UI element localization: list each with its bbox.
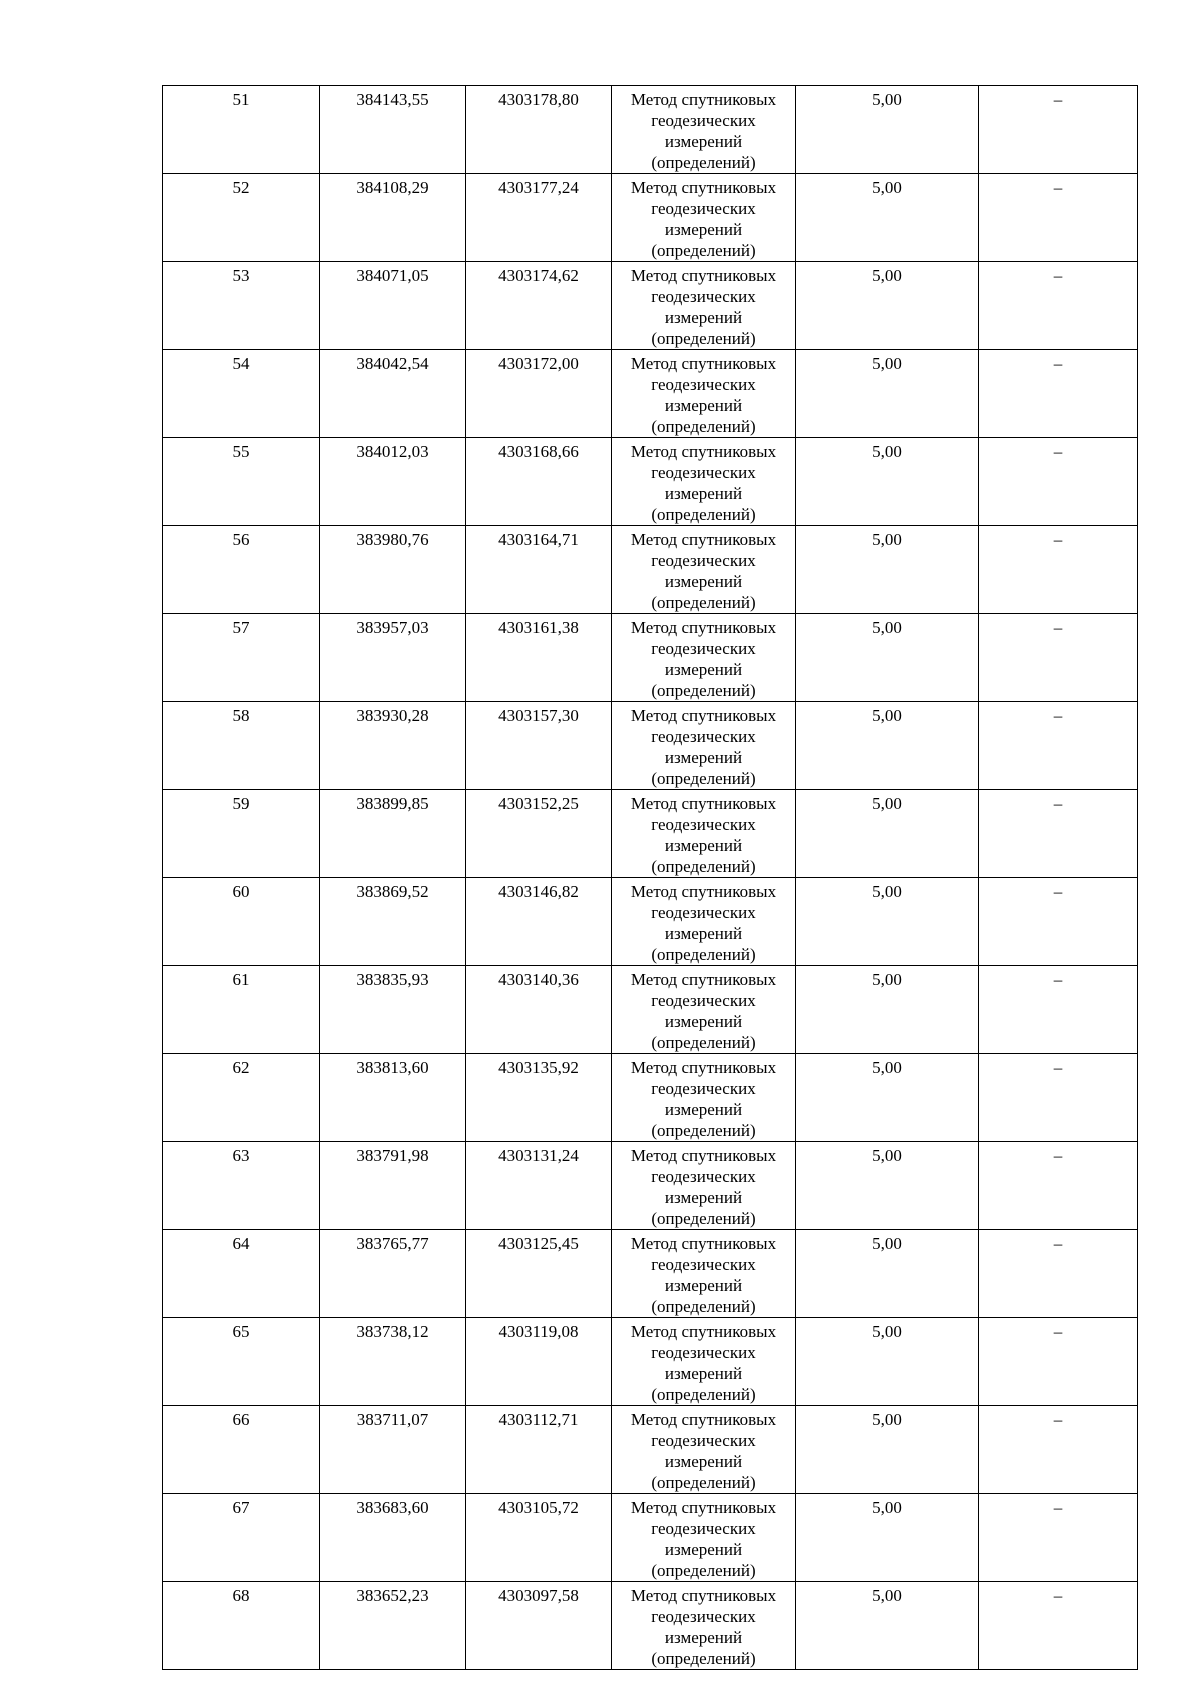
note-cell: –: [979, 1406, 1138, 1494]
note-cell: –: [979, 1494, 1138, 1582]
note-cell: –: [979, 702, 1138, 790]
table-row: [163, 1054, 1138, 1142]
y-coordinate-cell: 4303177,24: [466, 174, 612, 262]
point-number-cell: 62: [163, 1054, 320, 1142]
note-cell: –: [979, 438, 1138, 526]
table-row: [163, 1406, 1138, 1494]
point-number-cell: 68: [163, 1582, 320, 1670]
x-coordinate-cell: 383765,77: [320, 1230, 466, 1318]
method-cell: Метод спутниковых геодезических измерений (определений): [612, 790, 796, 878]
y-coordinate-cell: 4303097,58: [466, 1582, 612, 1670]
method-cell: Метод спутниковых геодезических измерений (определений): [612, 86, 796, 174]
note-cell: –: [979, 1582, 1138, 1670]
x-coordinate-cell: 383813,60: [320, 1054, 466, 1142]
point-number-cell: 61: [163, 966, 320, 1054]
table-row: [163, 262, 1138, 350]
point-number-cell: 56: [163, 526, 320, 614]
coordinates-table-body: [163, 86, 1138, 1670]
accuracy-cell: 5,00: [796, 174, 979, 262]
note-cell: –: [979, 1142, 1138, 1230]
note-cell: –: [979, 1230, 1138, 1318]
y-coordinate-cell: 4303105,72: [466, 1494, 612, 1582]
y-coordinate-cell: 4303178,80: [466, 86, 612, 174]
x-coordinate-cell: 383899,85: [320, 790, 466, 878]
point-number-cell: 67: [163, 1494, 320, 1582]
point-number-cell: 58: [163, 702, 320, 790]
table-row: [163, 790, 1138, 878]
x-coordinate-cell: 383791,98: [320, 1142, 466, 1230]
accuracy-cell: 5,00: [796, 86, 979, 174]
note-cell: –: [979, 262, 1138, 350]
point-number-cell: 57: [163, 614, 320, 702]
table-row: [163, 1142, 1138, 1230]
method-cell: Метод спутниковых геодезических измерений (определений): [612, 1494, 796, 1582]
point-number-cell: 65: [163, 1318, 320, 1406]
x-coordinate-cell: 383957,03: [320, 614, 466, 702]
y-coordinate-cell: 4303146,82: [466, 878, 612, 966]
x-coordinate-cell: 384143,55: [320, 86, 466, 174]
y-coordinate-cell: 4303157,30: [466, 702, 612, 790]
accuracy-cell: 5,00: [796, 1582, 979, 1670]
y-coordinate-cell: 4303135,92: [466, 1054, 612, 1142]
point-number-cell: 64: [163, 1230, 320, 1318]
x-coordinate-cell: 383869,52: [320, 878, 466, 966]
point-number-cell: 53: [163, 262, 320, 350]
y-coordinate-cell: 4303140,36: [466, 966, 612, 1054]
note-cell: –: [979, 878, 1138, 966]
accuracy-cell: 5,00: [796, 790, 979, 878]
method-cell: Метод спутниковых геодезических измерений (определений): [612, 438, 796, 526]
y-coordinate-cell: 4303119,08: [466, 1318, 612, 1406]
table-row: [163, 1318, 1138, 1406]
note-cell: –: [979, 1318, 1138, 1406]
point-number-cell: 54: [163, 350, 320, 438]
note-cell: –: [979, 86, 1138, 174]
y-coordinate-cell: 4303164,71: [466, 526, 612, 614]
x-coordinate-cell: 383652,23: [320, 1582, 466, 1670]
accuracy-cell: 5,00: [796, 702, 979, 790]
note-cell: –: [979, 526, 1138, 614]
accuracy-cell: 5,00: [796, 614, 979, 702]
accuracy-cell: 5,00: [796, 1230, 979, 1318]
method-cell: Метод спутниковых геодезических измерений (определений): [612, 1230, 796, 1318]
table-row: [163, 1494, 1138, 1582]
table-row: [163, 966, 1138, 1054]
x-coordinate-cell: 384108,29: [320, 174, 466, 262]
method-cell: Метод спутниковых геодезических измерений (определений): [612, 350, 796, 438]
accuracy-cell: 5,00: [796, 350, 979, 438]
method-cell: Метод спутниковых геодезических измерений (определений): [612, 1054, 796, 1142]
accuracy-cell: 5,00: [796, 1318, 979, 1406]
point-number-cell: 55: [163, 438, 320, 526]
x-coordinate-cell: 383738,12: [320, 1318, 466, 1406]
note-cell: –: [979, 966, 1138, 1054]
table-row: [163, 174, 1138, 262]
point-number-cell: 60: [163, 878, 320, 966]
point-number-cell: 63: [163, 1142, 320, 1230]
x-coordinate-cell: 383930,28: [320, 702, 466, 790]
table-row: [163, 438, 1138, 526]
point-number-cell: 52: [163, 174, 320, 262]
point-number-cell: 66: [163, 1406, 320, 1494]
method-cell: Метод спутниковых геодезических измерений (определений): [612, 966, 796, 1054]
coordinates-table: [162, 85, 1138, 1670]
method-cell: Метод спутниковых геодезических измерений (определений): [612, 614, 796, 702]
table-row: [163, 1582, 1138, 1670]
note-cell: –: [979, 174, 1138, 262]
x-coordinate-cell: 384042,54: [320, 350, 466, 438]
table-row: [163, 350, 1138, 438]
accuracy-cell: 5,00: [796, 878, 979, 966]
y-coordinate-cell: 4303125,45: [466, 1230, 612, 1318]
point-number-cell: 51: [163, 86, 320, 174]
method-cell: Метод спутниковых геодезических измерений (определений): [612, 526, 796, 614]
method-cell: Метод спутниковых геодезических измерений (определений): [612, 1142, 796, 1230]
x-coordinate-cell: 384071,05: [320, 262, 466, 350]
y-coordinate-cell: 4303168,66: [466, 438, 612, 526]
method-cell: Метод спутниковых геодезических измерений (определений): [612, 1318, 796, 1406]
note-cell: –: [979, 1054, 1138, 1142]
accuracy-cell: 5,00: [796, 1406, 979, 1494]
y-coordinate-cell: 4303152,25: [466, 790, 612, 878]
x-coordinate-cell: 383711,07: [320, 1406, 466, 1494]
table-row: [163, 614, 1138, 702]
x-coordinate-cell: 383980,76: [320, 526, 466, 614]
point-number-cell: 59: [163, 790, 320, 878]
x-coordinate-cell: 384012,03: [320, 438, 466, 526]
accuracy-cell: 5,00: [796, 526, 979, 614]
table-row: [163, 86, 1138, 174]
note-cell: –: [979, 614, 1138, 702]
x-coordinate-cell: 383683,60: [320, 1494, 466, 1582]
accuracy-cell: 5,00: [796, 1054, 979, 1142]
y-coordinate-cell: 4303161,38: [466, 614, 612, 702]
table-row: [163, 878, 1138, 966]
method-cell: Метод спутниковых геодезических измерений (определений): [612, 1582, 796, 1670]
x-coordinate-cell: 383835,93: [320, 966, 466, 1054]
y-coordinate-cell: 4303131,24: [466, 1142, 612, 1230]
method-cell: Метод спутниковых геодезических измерений (определений): [612, 878, 796, 966]
accuracy-cell: 5,00: [796, 1494, 979, 1582]
y-coordinate-cell: 4303112,71: [466, 1406, 612, 1494]
accuracy-cell: 5,00: [796, 262, 979, 350]
accuracy-cell: 5,00: [796, 1142, 979, 1230]
note-cell: –: [979, 790, 1138, 878]
method-cell: Метод спутниковых геодезических измерений (определений): [612, 174, 796, 262]
table-row: [163, 526, 1138, 614]
accuracy-cell: 5,00: [796, 966, 979, 1054]
y-coordinate-cell: 4303172,00: [466, 350, 612, 438]
accuracy-cell: 5,00: [796, 438, 979, 526]
method-cell: Метод спутниковых геодезических измерений (определений): [612, 702, 796, 790]
y-coordinate-cell: 4303174,62: [466, 262, 612, 350]
method-cell: Метод спутниковых геодезических измерений (определений): [612, 262, 796, 350]
note-cell: –: [979, 350, 1138, 438]
table-row: [163, 1230, 1138, 1318]
method-cell: Метод спутниковых геодезических измерений (определений): [612, 1406, 796, 1494]
table-row: [163, 702, 1138, 790]
